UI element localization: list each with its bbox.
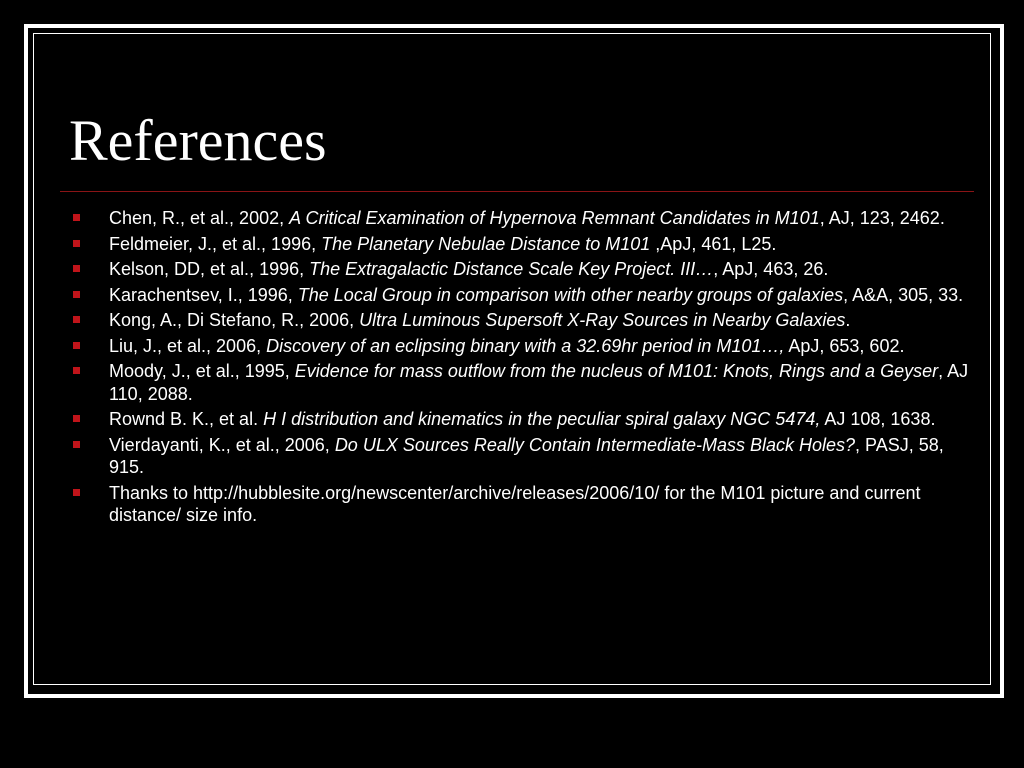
reference-source: , A&A, 305, 33. bbox=[843, 284, 964, 305]
reference-item bbox=[72, 434, 972, 479]
reference-item bbox=[72, 309, 972, 332]
square-bullet-icon bbox=[73, 415, 80, 422]
reference-item bbox=[72, 258, 972, 281]
reference-title: H I distribution and kinematics in the peculiar spiral galaxy NGC 5474, bbox=[263, 409, 821, 429]
reference-authors: Rownd B. K., et al. bbox=[109, 409, 264, 429]
reference-source: , AJ 110, 2088. bbox=[109, 361, 969, 404]
reference-authors: Feldmeier, J., et al., 1996, bbox=[109, 233, 322, 254]
slide-title: References bbox=[69, 108, 327, 173]
reference-authors: Karachentsev, I., 1996, bbox=[109, 284, 298, 305]
reference-text bbox=[109, 284, 972, 307]
reference-authors: Liu, J., et al., 2006, bbox=[109, 335, 267, 356]
reference-title: Do ULX Sources Really Contain Intermediate-Mass Black Holes? bbox=[334, 434, 856, 455]
reference-item bbox=[72, 482, 972, 527]
square-bullet-icon bbox=[73, 441, 80, 448]
reference-authors: Kong, A., Di Stefano, R., 2006, bbox=[109, 310, 360, 330]
title-divider bbox=[60, 191, 974, 192]
reference-text bbox=[109, 482, 972, 527]
reference-text bbox=[109, 434, 972, 479]
reference-source: , AJ, 123, 2462. bbox=[819, 208, 945, 228]
reference-title: A Critical Examination of Hypernova Remnant Candidates in M101 bbox=[289, 208, 820, 228]
square-bullet-icon bbox=[73, 316, 80, 323]
square-bullet-icon bbox=[73, 342, 80, 349]
reference-item bbox=[72, 408, 972, 431]
reference-title: The Extragalactic Distance Scale Key Project. III… bbox=[309, 259, 714, 279]
square-bullet-icon bbox=[73, 291, 80, 298]
square-bullet-icon bbox=[73, 214, 80, 221]
reference-authors: Moody, J., et al., 1995, bbox=[109, 361, 295, 381]
reference-text bbox=[109, 335, 972, 358]
acknowledgement-text: Thanks to http://hubblesite.org/newscenter/archive/releases/2006/10/ for the M101 picture and current distance/ size info. bbox=[109, 482, 921, 525]
square-bullet-icon bbox=[73, 240, 80, 247]
reference-authors: Vierdayanti, K., et al., 2006, bbox=[109, 434, 335, 455]
reference-text bbox=[109, 233, 972, 256]
reference-item bbox=[72, 335, 972, 358]
reference-text bbox=[109, 258, 972, 281]
reference-text bbox=[109, 408, 972, 431]
reference-text bbox=[109, 360, 972, 405]
reference-authors: Chen, R., et al., 2002, bbox=[109, 208, 290, 228]
reference-text bbox=[109, 309, 972, 332]
reference-source: , PASJ, 58, 915. bbox=[109, 434, 944, 477]
reference-item bbox=[72, 233, 972, 256]
square-bullet-icon bbox=[73, 489, 80, 496]
reference-authors: Kelson, DD, et al., 1996, bbox=[109, 259, 310, 279]
reference-text bbox=[109, 207, 972, 230]
reference-item bbox=[72, 207, 972, 230]
reference-title: The Local Group in comparison with other nearby groups of galaxies bbox=[297, 284, 844, 305]
reference-item bbox=[72, 284, 972, 307]
square-bullet-icon bbox=[73, 367, 80, 374]
reference-source: ,ApJ, 461, L25. bbox=[650, 233, 777, 254]
reference-title: Ultra Luminous Supersoft X-Ray Sources in Nearby Galaxies bbox=[359, 310, 846, 330]
reference-title: The Planetary Nebulae Distance to M101 bbox=[321, 233, 651, 254]
references-list bbox=[72, 207, 972, 530]
reference-item bbox=[72, 360, 972, 405]
reference-source: AJ 108, 1638. bbox=[820, 409, 936, 429]
reference-source: ApJ, 653, 602. bbox=[784, 335, 905, 356]
reference-source: , ApJ, 463, 26. bbox=[713, 259, 829, 279]
reference-title: Evidence for mass outflow from the nucleus of M101: Knots, Rings and a Geyser bbox=[294, 361, 939, 381]
reference-source: . bbox=[845, 310, 851, 330]
square-bullet-icon bbox=[73, 265, 80, 272]
reference-title: Discovery of an eclipsing binary with a 32.69hr period in M101…, bbox=[266, 335, 785, 356]
